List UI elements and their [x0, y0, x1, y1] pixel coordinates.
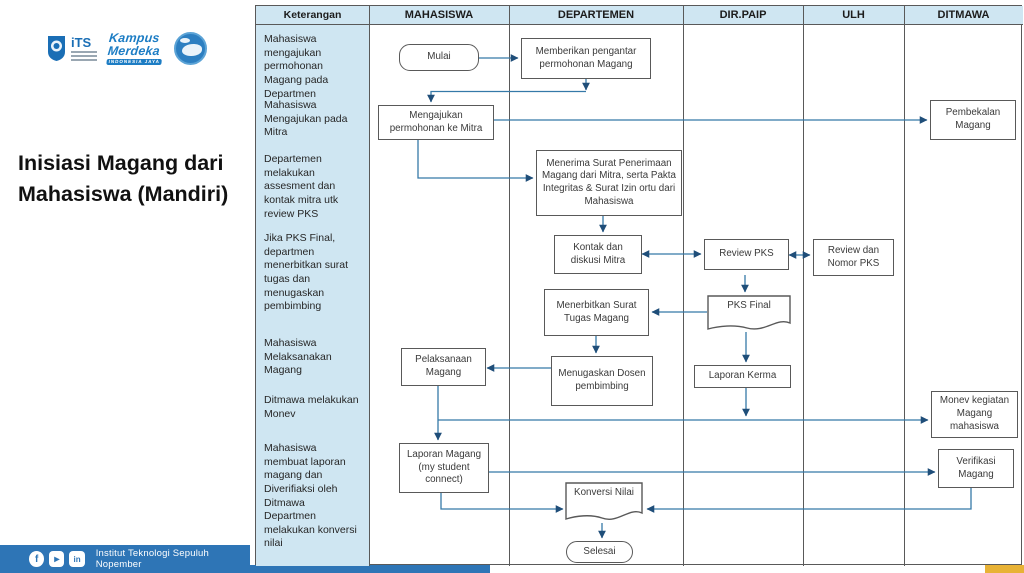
keterangan-item-8: Departmen melakukan konversi nilai — [264, 510, 357, 550]
node-laporan-kerma-label: Laporan Kerma — [708, 370, 777, 382]
kampus-merdeka-line1: Kampus — [108, 31, 161, 45]
node-menugaskan-label: Menugaskan Dosen pembimbing — [558, 368, 646, 392]
keterangan-item-4: Jika PKS Final, departmen menerbitkan surat tugas dan menugaskan pembimbing — [264, 232, 349, 313]
its-subtext-lines — [71, 51, 97, 61]
facebook-icon[interactable]: f — [29, 551, 44, 567]
footer-org-name: Institut Teknologi Sepuluh Nopember — [95, 548, 209, 570]
node-memberikan-label: Memberikan pengantar permohonan Magang — [535, 45, 637, 70]
node-memberikan-pengantar — [521, 38, 651, 79]
column-header-mahasiswa: MAHASISWA — [369, 6, 509, 25]
node-pembekalan-label: Pembekalan Magang — [945, 107, 1001, 131]
node-mengajukan-permohonan — [378, 105, 494, 140]
node-verifikasi-label: Verifikasi Magang — [956, 455, 996, 480]
node-pelaksanaan-magang — [401, 348, 486, 386]
keterangan-item-3: Departemen melakukan assesment dan kontak mitra utk review PKS — [264, 153, 339, 220]
its-label: iTS — [71, 35, 92, 51]
node-menugaskan-dosen — [551, 356, 653, 406]
node-pks-final-label: PKS Final — [727, 300, 771, 311]
node-laporan-magang-label: Laporan Magang (my student connect) — [406, 448, 482, 486]
logo-row — [46, 32, 207, 65]
node-review-nomor-label: Review dan Nomor PKS — [827, 244, 880, 269]
its-shield-icon — [46, 35, 67, 62]
kampus-merdeka-banner: INDONESIA JAYA — [106, 59, 162, 66]
node-kontak-label: Kontak dan diskusi Mitra — [570, 241, 626, 266]
keterangan-item-6: Ditmawa melakukan Monev — [264, 394, 359, 420]
flowchart — [255, 5, 1022, 565]
node-monev-label: Monev kegiatan Magang mahasiswa — [939, 395, 1010, 432]
node-mengajukan-label: Mengajukan permohonan ke Mitra — [389, 109, 483, 134]
node-pks-final-document — [707, 295, 791, 332]
column-header-ulh: ULH — [803, 6, 904, 25]
page-title: Inisiasi Magang dari Mahasiswa (Mandiri) — [18, 151, 229, 207]
column-header-departemen: DEPARTEMEN — [509, 6, 683, 25]
its-globe-icon — [174, 32, 207, 65]
kampus-merdeka-logo — [106, 32, 165, 65]
node-laporan-magang — [399, 443, 489, 493]
its-logo — [46, 35, 97, 62]
bottom-yellow-strip — [985, 565, 1024, 573]
node-kontak-diskusi-mitra — [554, 235, 642, 274]
node-laporan-kerma — [694, 365, 791, 388]
node-monev-kegiatan — [931, 391, 1018, 438]
node-mulai — [399, 44, 479, 71]
footer-bar — [0, 545, 250, 573]
node-konversi-label: Konversi Nilai — [574, 487, 634, 498]
bottom-blue-strip — [250, 565, 490, 573]
keterangan-item-1: Mahasiswa mengajukan permohonan Magang pada Departmen — [264, 33, 329, 100]
node-mulai-label: Mulai — [427, 51, 451, 63]
keterangan-item-5: Mahasiswa Melaksanakan Magang — [264, 337, 332, 377]
node-pelaksanaan-label: Pelaksanaan Magang — [415, 354, 472, 378]
node-selesai-label: Selesai — [583, 545, 616, 557]
node-review-dan-nomor-pks — [813, 239, 894, 276]
node-menerima-surat — [536, 150, 682, 216]
node-review-pks-label: Review PKS — [719, 248, 774, 260]
node-pembekalan-magang — [930, 100, 1016, 140]
column-header-keterangan: Keterangan — [256, 6, 369, 25]
kampus-merdeka-line2: Merdeka — [107, 43, 161, 58]
node-verifikasi-magang — [938, 449, 1014, 488]
column-header-dirpaip: DIR.PAIP — [683, 6, 803, 25]
node-menerbitkan-label: Menerbitkan Surat Tugas Magang — [556, 299, 637, 324]
column-header-ditmawa: DITMAWA — [904, 6, 1023, 25]
linkedin-icon[interactable]: in — [69, 551, 84, 567]
keterangan-item-7: Mahasiswa membuat laporan magang dan Diverifiaksi oleh Ditmawa — [264, 442, 346, 509]
node-review-pks — [704, 239, 789, 270]
youtube-icon[interactable]: ▸ — [49, 551, 64, 567]
keterangan-item-2: Mahasiswa Mengajukan pada Mitra — [264, 99, 348, 139]
node-selesai — [566, 541, 633, 563]
node-menerima-label: Menerima Surat Penerimaan Magang dari Mitra, serta Pakta Integritas & Surat Izin ortu dari Mahasiswa — [542, 157, 676, 207]
node-konversi-nilai-document — [565, 482, 643, 523]
node-menerbitkan-surat-tugas — [544, 289, 649, 336]
